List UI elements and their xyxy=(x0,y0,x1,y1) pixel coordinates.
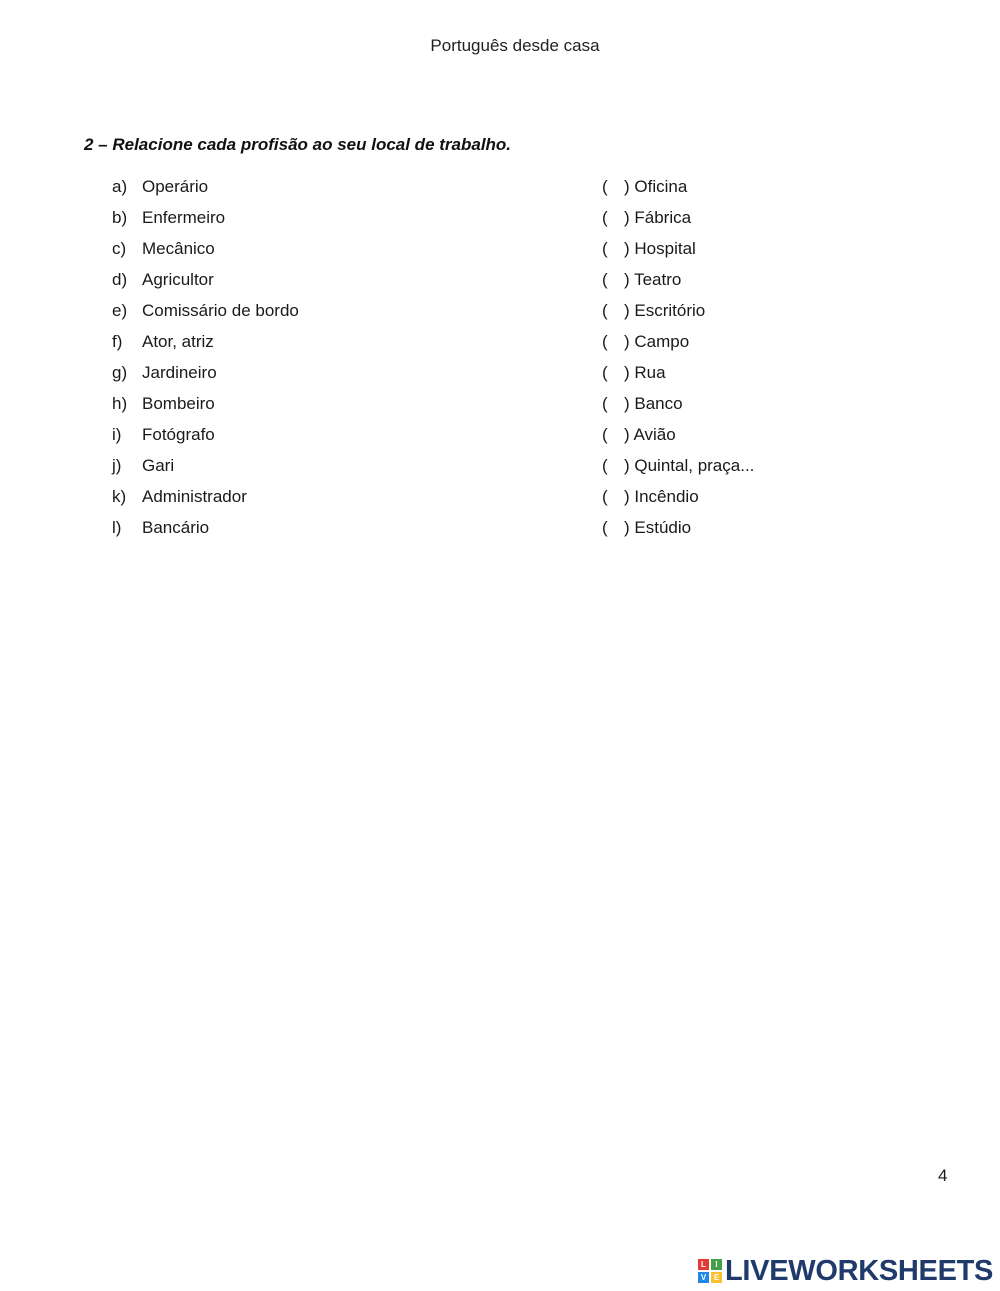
item-letter: j) xyxy=(112,456,122,475)
list-item xyxy=(602,455,754,486)
logo-icon-tile: L xyxy=(698,1259,709,1270)
list-item xyxy=(602,207,754,238)
answer-blank[interactable]: ( xyxy=(602,208,608,227)
list-item xyxy=(112,517,299,548)
page-number: 4 xyxy=(938,1166,948,1185)
workplace-label: ) Estúdio xyxy=(624,518,692,537)
profession-label: Gari xyxy=(142,456,175,475)
list-item xyxy=(602,486,754,517)
list-item xyxy=(602,269,754,300)
list-item xyxy=(602,238,754,269)
list-item xyxy=(112,393,299,424)
workplace-label: ) Escritório xyxy=(624,301,706,320)
item-letter: h) xyxy=(112,394,128,413)
list-item xyxy=(602,393,754,424)
item-letter: g) xyxy=(112,363,128,382)
profession-label: Agricultor xyxy=(142,270,214,289)
profession-label: Operário xyxy=(142,177,209,196)
answer-blank[interactable]: ( xyxy=(602,270,608,289)
list-item xyxy=(112,362,299,393)
answer-blank[interactable]: ( xyxy=(602,456,608,475)
list-item xyxy=(112,300,299,331)
item-letter: l) xyxy=(112,518,122,537)
profession-label: Bombeiro xyxy=(142,394,215,413)
list-item xyxy=(112,269,299,300)
list-item xyxy=(112,176,299,207)
professions-list xyxy=(112,176,299,548)
profession-label: Bancário xyxy=(142,518,210,537)
workplace-label: ) Quintal, praça... xyxy=(624,456,755,475)
profession-label: Administrador xyxy=(142,487,247,506)
workplaces-list xyxy=(602,176,754,548)
list-item xyxy=(112,455,299,486)
question-title: 2 – Relacione cada profisão ao seu local de trabalho. xyxy=(84,135,512,154)
profession-label: Comissário de bordo xyxy=(142,301,299,320)
profession-label: Fotógrafo xyxy=(142,425,215,444)
item-letter: c) xyxy=(112,239,127,258)
profession-label: Jardineiro xyxy=(142,363,217,382)
logo-icon-tile: V xyxy=(698,1272,709,1283)
list-item xyxy=(602,331,754,362)
list-item xyxy=(112,238,299,269)
answer-blank[interactable]: ( xyxy=(602,425,608,444)
list-item xyxy=(112,486,299,517)
answer-blank[interactable]: ( xyxy=(602,239,608,258)
item-letter: f) xyxy=(112,332,123,351)
profession-label: Mecânico xyxy=(142,239,215,258)
page-header: Português desde casa xyxy=(430,36,600,55)
list-item xyxy=(112,207,299,238)
workplace-label: ) Rua xyxy=(624,363,666,382)
logo-icon xyxy=(698,1259,722,1283)
logo-icon-tile: I xyxy=(711,1259,722,1270)
answer-blank[interactable]: ( xyxy=(602,487,608,506)
answer-blank[interactable]: ( xyxy=(602,301,608,320)
list-item xyxy=(602,300,754,331)
profession-label: Enfermeiro xyxy=(142,208,226,227)
list-item xyxy=(602,517,754,548)
answer-blank[interactable]: ( xyxy=(602,363,608,382)
list-item xyxy=(112,424,299,455)
list-item xyxy=(602,176,754,207)
workplace-label: ) Incêndio xyxy=(624,487,699,506)
logo-icon-tile: E xyxy=(711,1272,722,1283)
list-item xyxy=(602,362,754,393)
item-letter: e) xyxy=(112,301,128,320)
workplace-label: ) Oficina xyxy=(624,177,688,196)
answer-blank[interactable]: ( xyxy=(602,394,608,413)
workplace-label: ) Banco xyxy=(624,394,683,413)
workplace-label: ) Fábrica xyxy=(624,208,692,227)
answer-blank[interactable]: ( xyxy=(602,177,608,196)
list-item xyxy=(602,424,754,455)
answer-blank[interactable]: ( xyxy=(602,332,608,351)
item-letter: a) xyxy=(112,177,128,196)
item-letter: b) xyxy=(112,208,128,227)
workplace-label: ) Teatro xyxy=(624,270,682,289)
item-letter: d) xyxy=(112,270,128,289)
logo-text: LIVEWORKSHEETS xyxy=(725,1254,994,1287)
item-letter: i) xyxy=(112,425,122,444)
item-letter: k) xyxy=(112,487,127,506)
workplace-label: ) Campo xyxy=(624,332,690,351)
profession-label: Ator, atriz xyxy=(142,332,214,351)
answer-blank[interactable]: ( xyxy=(602,518,608,537)
workplace-label: ) Avião xyxy=(624,425,676,444)
list-item xyxy=(112,331,299,362)
liveworksheets-logo[interactable] xyxy=(698,1255,993,1287)
workplace-label: ) Hospital xyxy=(624,239,696,258)
